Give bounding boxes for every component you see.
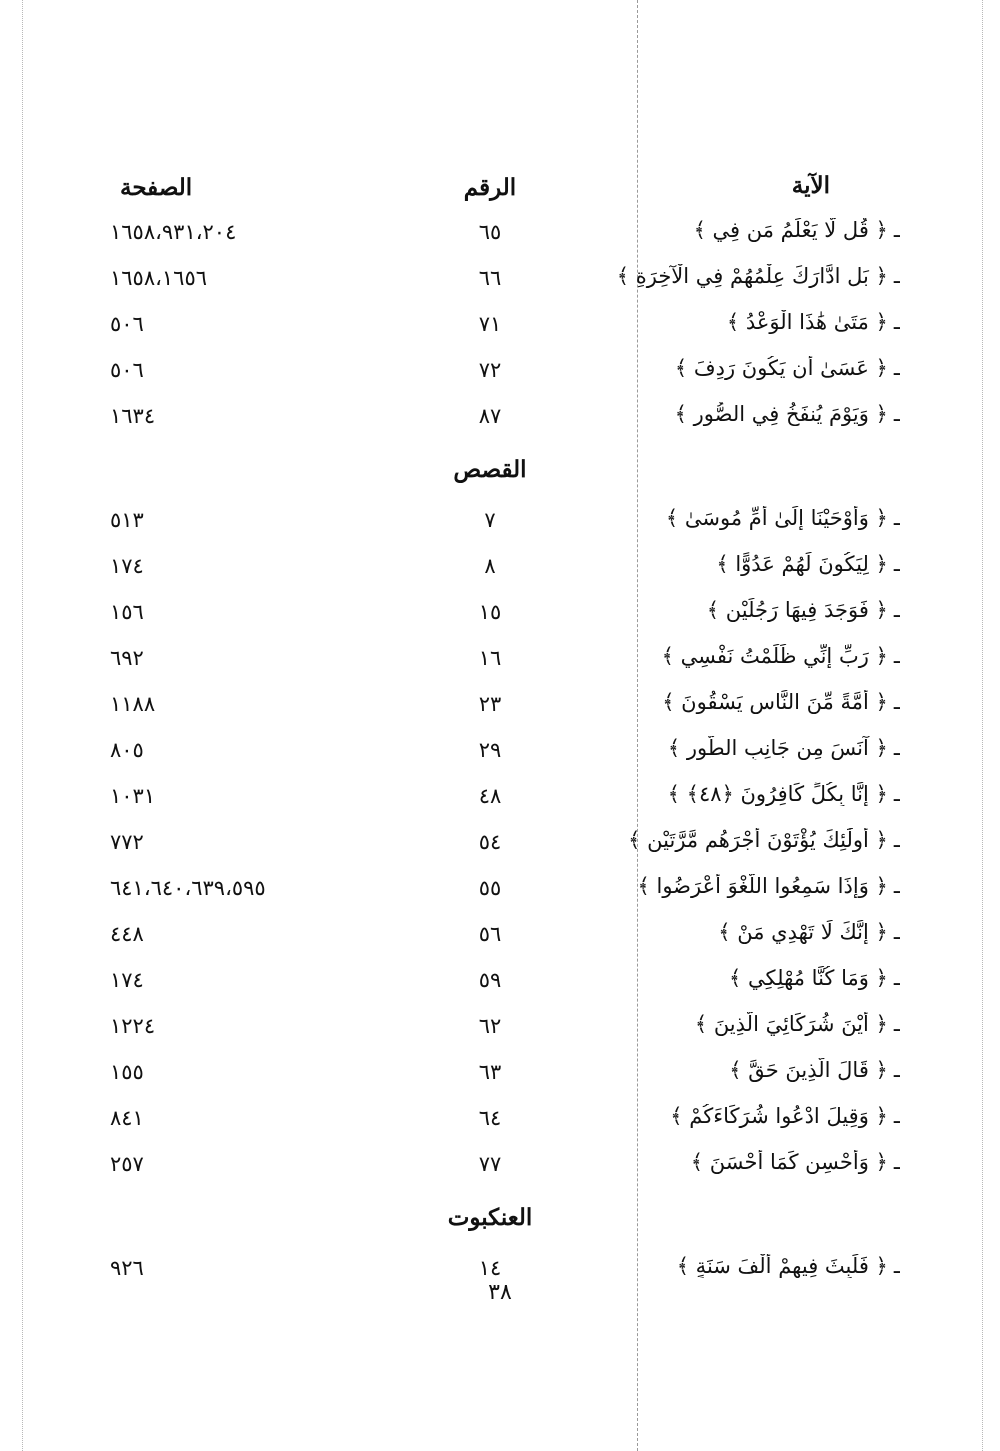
scan-margin-right [982,0,983,1451]
table-row [110,1098,900,1144]
ayah-cell [520,1150,900,1174]
table-row [110,776,900,822]
ayah-number-cell: ٢٩ [478,738,502,762]
ayah-text: ﴿ وَيَوْمَ يُنفَخُ فِي الصُّورِ ﴾ [674,402,888,426]
header-page: الصفحة [120,174,193,201]
table-row [110,396,900,442]
ayah-text: ﴿ فَلَبِثَ فِيهِمْ أَلْفَ سَنَةٍ ﴾ [676,1254,888,1278]
ayah-text: ﴿ إِنَّكَ لَا تَهْدِي مَنْ ﴾ [718,920,888,944]
ayah-text: ﴿ عَسَىٰ أَن يَكُونَ رَدِفَ ﴾ [674,356,888,380]
ayah-text: ﴿ أُمَّةً مِّنَ النَّاسِ يَسْقُونَ ﴾ [662,690,888,714]
row-dash: ـ [893,874,900,898]
table-row [110,304,900,350]
ayah-text: ﴿ لِيَكُونَ لَهُمْ عَدُوًّا ﴾ [716,552,888,576]
ayah-text: ﴿ رَبِّ إِنِّي ظَلَمْتُ نَفْسِي ﴾ [661,644,888,668]
row-dash: ـ [893,552,900,576]
ayah-text: ﴿ وَإِذَا سَمِعُوا اللَّغْوَ أَعْرَضُوا ﴾ [637,874,888,898]
table-row [110,960,900,1006]
row-dash: ـ [893,1150,900,1174]
ayah-number-cell: ١٥ [478,600,502,624]
ayah-cell [520,402,900,426]
ayah-number-cell: ٦٢ [478,1014,502,1038]
surah-heading [110,442,900,500]
row-dash: ـ [893,736,900,760]
ayah-cell [520,966,900,990]
page-ref-cell: ٨٠٥ [110,738,144,762]
ayah-cell [520,1058,900,1082]
ayah-cell [520,690,900,714]
ayah-number-cell: ٦٥ [478,220,502,244]
ayah-number-cell: ٦٦ [478,266,502,290]
ayah-number-cell: ٥٩ [478,968,502,992]
table-row [110,258,900,304]
ayah-cell [520,874,900,898]
table-row [110,822,900,868]
ayah-number-cell: ٧ [484,508,496,532]
page-ref-cell: ٥٠٦ [110,358,144,382]
ayah-number-cell: ٧٧ [478,1152,502,1176]
table-row [110,592,900,638]
page-ref-cell: ١٢٢٤ [110,1014,156,1038]
row-dash: ـ [893,506,900,530]
table-row [110,1052,900,1098]
ayah-cell [520,506,900,530]
row-dash: ـ [893,1012,900,1036]
ayah-number-cell: ٧٢ [478,358,502,382]
ayah-text: ﴿ إِنَّا بِكُلٍّ كَافِرُونَ ﴿٤٨﴾ ﴾ [667,782,888,806]
page-ref-cell: ١٦٣٤ [110,404,156,428]
ayah-number-cell: ٧١ [478,312,502,336]
table-row [110,212,900,258]
table-row [110,684,900,730]
row-dash: ـ [893,1104,900,1128]
page-ref-cell: ١٧٤ [110,968,144,992]
row-dash: ـ [893,264,900,288]
table-header [110,166,900,212]
ayah-number-cell: ٢٣ [478,692,502,716]
page-ref-cell: ١٦٥٨،٩٣١،٢٠٤ [110,220,237,244]
ayah-cell [520,920,900,944]
ayah-text: ﴿ وَأَوْحَيْنَا إِلَىٰ أُمِّ مُوسَىٰ ﴾ [665,506,888,530]
row-dash: ـ [893,690,900,714]
ayah-number-cell: ٤٨ [478,784,502,808]
header-ayah: الآية [791,172,830,199]
ayah-cell [520,736,900,760]
ayah-number-cell: ٥٦ [478,922,502,946]
table-row [110,500,900,546]
ayah-text: ﴿ أَيْنَ شُرَكَائِيَ الَّذِينَ ﴾ [694,1012,888,1036]
ayah-cell [520,1012,900,1036]
page-ref-cell: ١٥٦ [110,600,144,624]
ayah-number-cell: ٥٥ [478,876,502,900]
table-row [110,638,900,684]
ayah-text: ﴿ قَالَ الَّذِينَ حَقَّ ﴾ [729,1058,888,1082]
row-dash: ـ [893,644,900,668]
row-dash: ـ [893,310,900,334]
ayah-text: ﴿ وَمَا كُنَّا مُهْلِكِي ﴾ [729,966,888,990]
ayah-cell [520,828,900,852]
page-ref-cell: ٥٠٦ [110,312,144,336]
table-row [110,914,900,960]
page-ref-cell: ٦٤١،٦٤٠،٦٣٩،٥٩٥ [110,876,266,900]
ayah-text: ﴿ أُولَٰئِكَ يُؤْتَوْنَ أَجْرَهُم مَّرَّتَيْنِ ﴾ [628,828,888,852]
row-dash: ـ [893,402,900,426]
ayah-cell [520,264,900,288]
row-dash: ـ [893,828,900,852]
table-row [110,350,900,396]
ayah-cell [520,552,900,576]
ayah-number-cell: ١٦ [478,646,502,670]
ayah-cell [520,1254,900,1278]
ayah-cell [520,356,900,380]
ayah-cell [520,1104,900,1128]
scan-margin-left [22,0,23,1451]
row-dash: ـ [893,1254,900,1278]
page-ref-cell: ٩٢٦ [110,1256,144,1280]
ayah-cell [520,598,900,622]
page-ref-cell: ١٧٤ [110,554,144,578]
ayah-text: ﴿ وَقِيلَ ادْعُوا شُرَكَاءَكُمْ ﴾ [670,1104,888,1128]
ayah-number-cell: ١٤ [478,1256,502,1280]
page-number: ٣٨ [488,1280,512,1305]
table-row [110,730,900,776]
ayah-cell [520,310,900,334]
surah-title: العنكبوت [447,1204,533,1231]
ayah-text: ﴿ بَلِ ادَّارَكَ عِلْمُهُمْ فِي الْآخِرَةِ ﴾ [616,264,888,288]
table-row [110,868,900,914]
page-ref-cell: ٦٩٢ [110,646,144,670]
row-dash: ـ [893,920,900,944]
page-ref-cell: ١١٨٨ [110,692,156,716]
page-ref-cell: ٤٤٨ [110,922,144,946]
header-number: الرقم [463,174,517,201]
table-row [110,546,900,592]
row-dash: ـ [893,966,900,990]
index-page [110,166,900,1294]
page-ref-cell: ١٥٥ [110,1060,144,1084]
surah-heading [110,1190,900,1248]
index-sections [110,212,900,1294]
page-ref-cell: ٨٤١ [110,1106,144,1130]
table-row [110,1144,900,1190]
ayah-text: ﴿ فَوَجَدَ فِيهَا رَجُلَيْنِ ﴾ [706,598,888,622]
ayah-cell [520,644,900,668]
ayah-number-cell: ٥٤ [478,830,502,854]
ayah-number-cell: ٦٣ [478,1060,502,1084]
row-dash: ـ [893,782,900,806]
ayah-number-cell: ٨٧ [478,404,502,428]
ayah-cell [520,218,900,242]
page-ref-cell: ٢٥٧ [110,1152,144,1176]
page-ref-cell: ١٠٣١ [110,784,156,808]
surah-title: القصص [453,456,527,483]
table-row [110,1006,900,1052]
page-ref-cell: ١٦٥٨،١٦٥٦ [110,266,208,290]
row-dash: ـ [893,598,900,622]
ayah-text: ﴿ مَتَىٰ هَٰذَا الْوَعْدُ ﴾ [726,310,888,334]
ayah-number-cell: ٦٤ [478,1106,502,1130]
page-ref-cell: ٧٧٢ [110,830,144,854]
ayah-text: ﴿ آنَسَ مِن جَانِبِ الطُّورِ ﴾ [667,736,888,760]
ayah-text: ﴿ وَأَحْسِن كَمَا أَحْسَنَ ﴾ [690,1150,888,1174]
row-dash: ـ [893,1058,900,1082]
row-dash: ـ [893,218,900,242]
ayah-text: ﴿ قُل لَّا يَعْلَمُ مَن فِي ﴾ [693,218,888,242]
ayah-cell [520,782,900,806]
page-ref-cell: ٥١٣ [110,508,144,532]
ayah-number-cell: ٨ [484,554,496,578]
row-dash: ـ [893,356,900,380]
